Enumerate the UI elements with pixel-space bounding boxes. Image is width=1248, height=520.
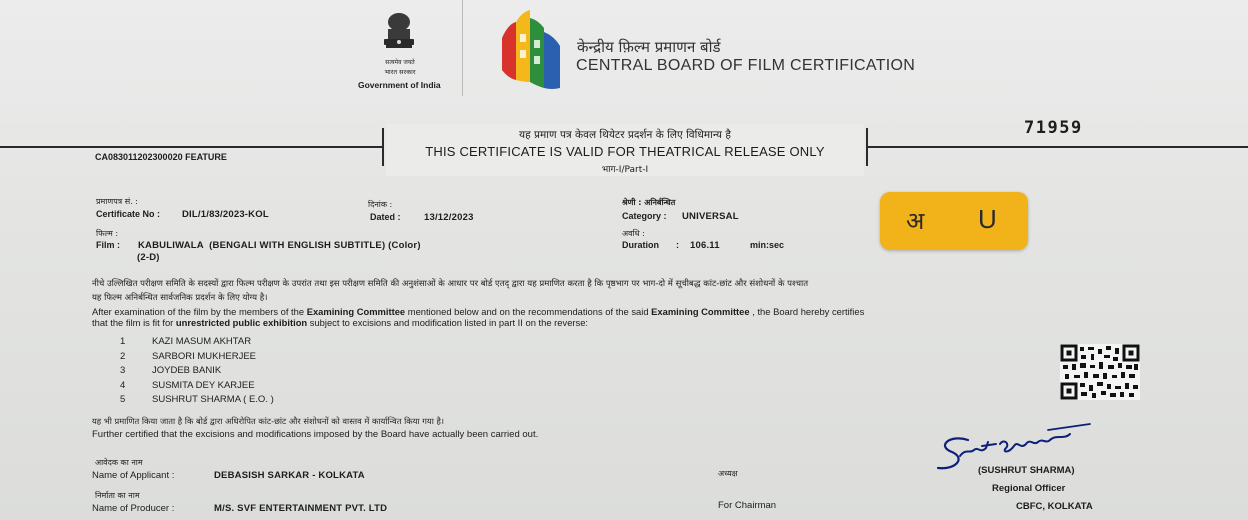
duration-value: 106.11 xyxy=(690,240,720,251)
film-format: (2-D) xyxy=(137,252,160,263)
validity-english: THIS CERTIFICATE IS VALID FOR THEATRICAL RELEASE ONLY xyxy=(425,144,825,159)
film-title: KABULIWALA (BENGALI WITH ENGLISH SUBTITLE) (Color) xyxy=(138,240,421,251)
cbfc-logo xyxy=(498,8,566,90)
category-label: Category : xyxy=(622,211,667,221)
category-value: UNIVERSAL xyxy=(682,211,739,222)
applicant-hindi: आवेदक का नाम xyxy=(95,458,143,467)
duration-unit: min:sec xyxy=(750,240,785,250)
producer-hindi: निर्माता का नाम xyxy=(95,491,140,500)
applicant-label: Name of Applicant : xyxy=(92,470,175,481)
date-label: Dated : xyxy=(370,212,401,222)
validity-hindi: यह प्रमाण पत्र केवल थियेटर प्रदर्शन के लिए विधिमान्य है xyxy=(519,129,731,141)
duration-colon: : xyxy=(676,240,679,250)
english-certification-para xyxy=(92,306,1142,328)
applicant-value: DEBASISH SARKAR - KOLKATA xyxy=(214,470,365,481)
producer-label: Name of Producer : xyxy=(92,503,175,514)
film-hindi: फिल्म : xyxy=(96,229,119,238)
committee-member-list xyxy=(120,335,274,408)
english-para-line-2: that the film is fit for unrestricted public exhibition subject to excisions and modification listed in part II on the reverse: xyxy=(92,317,589,328)
signatory-title: Regional Officer xyxy=(992,483,1066,494)
list-item: 3 JOYDEB BANIK xyxy=(120,365,222,376)
for-chairman: For Chairman xyxy=(718,500,777,511)
cert-no-hindi: प्रमाणपत्र सं. : xyxy=(96,197,138,206)
chairman-hindi: अध्यक्ष xyxy=(718,469,738,478)
film-strip-logo-icon xyxy=(498,8,566,90)
signatory-name: (SUSHRUT SHARMA) xyxy=(978,465,1075,476)
govt-hindi: भारत सरकार xyxy=(384,68,416,76)
further-certified-english: Further certified that the excisions and modifications imposed by the Board have actually been carried out. xyxy=(92,429,539,440)
hindi-para-line-2: यह फिल्म अनिर्बन्धित सार्वजनिक प्रदर्शन के लिए योग्य है। xyxy=(92,293,268,303)
validity-part: भाग-I/Part-I xyxy=(601,165,649,175)
board-name-english: CENTRAL BOARD OF FILM CERTIFICATION xyxy=(576,57,916,74)
hindi-certification-para xyxy=(92,277,1132,305)
hindi-para-line-1: नीचे उल्लिखित परीक्षण समिति के सदस्यों द्वारा फिल्म परीक्षण के उपरांत तथा इस परीक्षण समिति की अनुशंसाओं के आधार पर बोर्ड एतद् द्वारा यह प्रमाणित करता है कि पृष्ठभाग पर भाग-दो में सूचीबद्ध कांट-छांट और संशोधनों के पश्चात xyxy=(92,279,809,289)
qr-code xyxy=(1060,344,1140,400)
list-item: 2 SARBORI MUKHERJEE xyxy=(120,350,256,362)
reference-number: CA083011202300020 FEATURE xyxy=(95,152,227,162)
rating-badge xyxy=(880,192,1028,250)
film-label: Film : xyxy=(96,240,120,250)
list-item: 4 SUSMITA DEY KARJEE xyxy=(120,379,255,391)
further-certified-hindi: यह भी प्रमाणित किया जाता है कि बोर्ड द्वारा अधिरोपित कांट-छांट और संशोधनों को वास्तव में कार्यान्वित किया गया है। xyxy=(92,416,445,426)
qr-code-icon xyxy=(1060,344,1140,400)
date-hindi: दिनांक : xyxy=(368,200,393,209)
list-item: 5 SUSHRUT SHARMA ( E.O. ) xyxy=(120,394,274,405)
emblem-motto: सत्यमेव जयते xyxy=(385,59,415,66)
cert-no-value: DIL/1/83/2023-KOL xyxy=(182,209,269,220)
list-item: 1 KAZI MASUM AKHTAR xyxy=(120,336,252,347)
date-value: 13/12/2023 xyxy=(424,212,474,223)
board-name-hindi: केन्द्रीय फ़िल्म प्रमाणन बोर्ड xyxy=(577,38,721,56)
serial-number: 71959 xyxy=(1024,118,1083,138)
govt-of-india: Government of India xyxy=(358,80,441,90)
cert-no-label: Certificate No : xyxy=(96,209,161,219)
rating-hindi: अ xyxy=(906,207,925,235)
duration-hindi: अवधि : xyxy=(622,229,645,238)
rating-english: U xyxy=(978,204,997,234)
signatory-office: CBFC, KOLKATA xyxy=(1016,501,1093,512)
duration-label: Duration xyxy=(622,240,659,250)
producer-value: M/S. SVF ENTERTAINMENT PVT. LTD xyxy=(214,503,388,514)
category-hindi: श्रेणी : अनिर्बन्धित xyxy=(622,198,676,207)
english-para-line-1: After examination of the film by the members of the Examining Committee mentioned below and on the recommendations of the said Examining Committee , the Board hereby certifies xyxy=(92,306,865,317)
